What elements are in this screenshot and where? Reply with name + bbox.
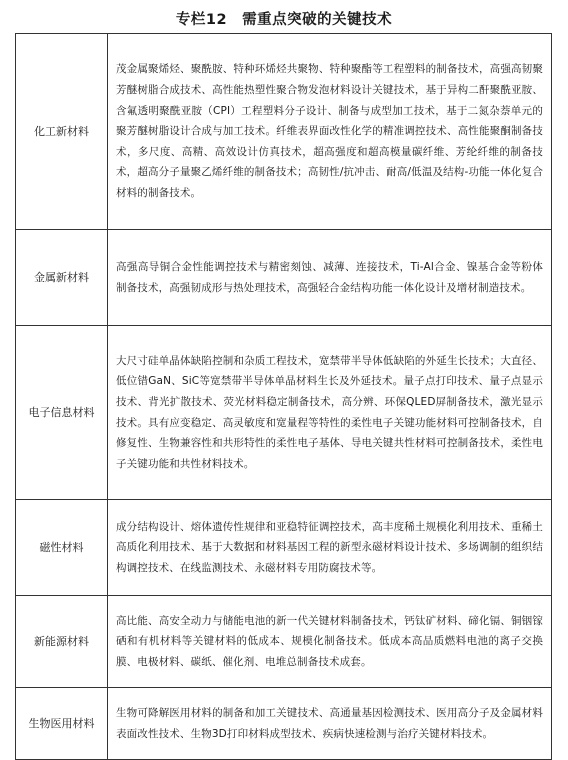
description-cell: 大尺寸硅单晶体缺陷控制和杂质工程技术，宽禁带半导体低缺陷的外延生长技术；大直径、低位错GaN、SiC等宽禁带半导体单晶材料生长及外延技术。量子点打印技术、量子点显示技术、背光扩散技术、荧光材料稳定制备技术，高分辨、环保QLED屏制备技术，激光显示技术。具有应变稳定、高灵敏度和宽量程等特性的柔性电子关键功能材料可控制备技术，自修复性、生物兼容性和共形特性的柔性电子基体、导电关键共性材料可控制备技术，柔性电子关键功能和共性材料技术。 xyxy=(108,326,552,500)
category-cell: 化工新材料 xyxy=(16,34,108,230)
category-cell: 磁性材料 xyxy=(16,500,108,596)
table-row xyxy=(16,326,552,500)
description-cell: 成分结构设计、熔体遗传性规律和亚稳特征调控技术，高丰度稀土规模化利用技术、重稀土高质化利用技术、基于大数据和材料基因工程的新型永磁材料设计技术、多场调制的组织结构调控技术、在线监测技术、永磁材料专用防腐技术等。 xyxy=(108,500,552,596)
description-cell: 高强高导铜合金性能调控技术与精密刻蚀、减薄、连接技术，Ti-Al合金、镍基合金等粉体制备技术，高强韧成形与热处理技术，高强轻合金结构功能一体化设计及增材制造技术。 xyxy=(108,230,552,326)
table-row xyxy=(16,34,552,230)
description-cell: 茂金属聚烯烃、聚酰胺、特种环烯烃共聚物、特种聚酯等工程塑料的制备技术，高强高韧聚芳醚树脂合成技术、高性能热塑性聚合物发泡材料设计关键技术，基于异构二酐聚酰亚胺、含氟透明聚酰亚胺（CPI）工程塑料分子设计、制备与成型加工技术，基于二氮杂萘单元的聚芳醚树脂设计合成与加工技术。纤维表界面改性化学的精准调控技术、高性能聚酮制备技术，多尺度、高精、高效设计仿真技术，超高强度和超高模量碳纤维、芳纶纤维的制备技术，超高分子量聚乙烯纤维的制备技术；高韧性/抗冲击、耐高/低温及结构-功能一体化复合材料的制备技术。 xyxy=(108,34,552,230)
description-cell: 高比能、高安全动力与储能电池的新一代关键材料制备技术，钙钛矿材料、碲化镉、铜铟镓硒和有机材料等关键材料的低成本、规模化制备技术。低成本高品质燃料电池的离子交换膜、电极材料、碳纸、催化剂、电堆总制备技术成套。 xyxy=(108,596,552,688)
category-cell: 新能源材料 xyxy=(16,596,108,688)
table-row xyxy=(16,500,552,596)
table-row xyxy=(16,230,552,326)
description-cell: 生物可降解医用材料的制备和加工关键技术、高通量基因检测技术、医用高分子及金属材料表面改性技术、生物3D打印材料成型技术、疾病快速检测与治疗关键材料技术。 xyxy=(108,688,552,760)
category-cell: 电子信息材料 xyxy=(16,326,108,500)
column-title: 专栏12 需重点突破的关键技术 xyxy=(175,12,393,28)
table-row xyxy=(16,596,552,688)
key-technologies-table xyxy=(15,33,552,760)
table-row xyxy=(16,688,552,760)
category-cell: 金属新材料 xyxy=(16,230,108,326)
category-cell: 生物医用材料 xyxy=(16,688,108,760)
